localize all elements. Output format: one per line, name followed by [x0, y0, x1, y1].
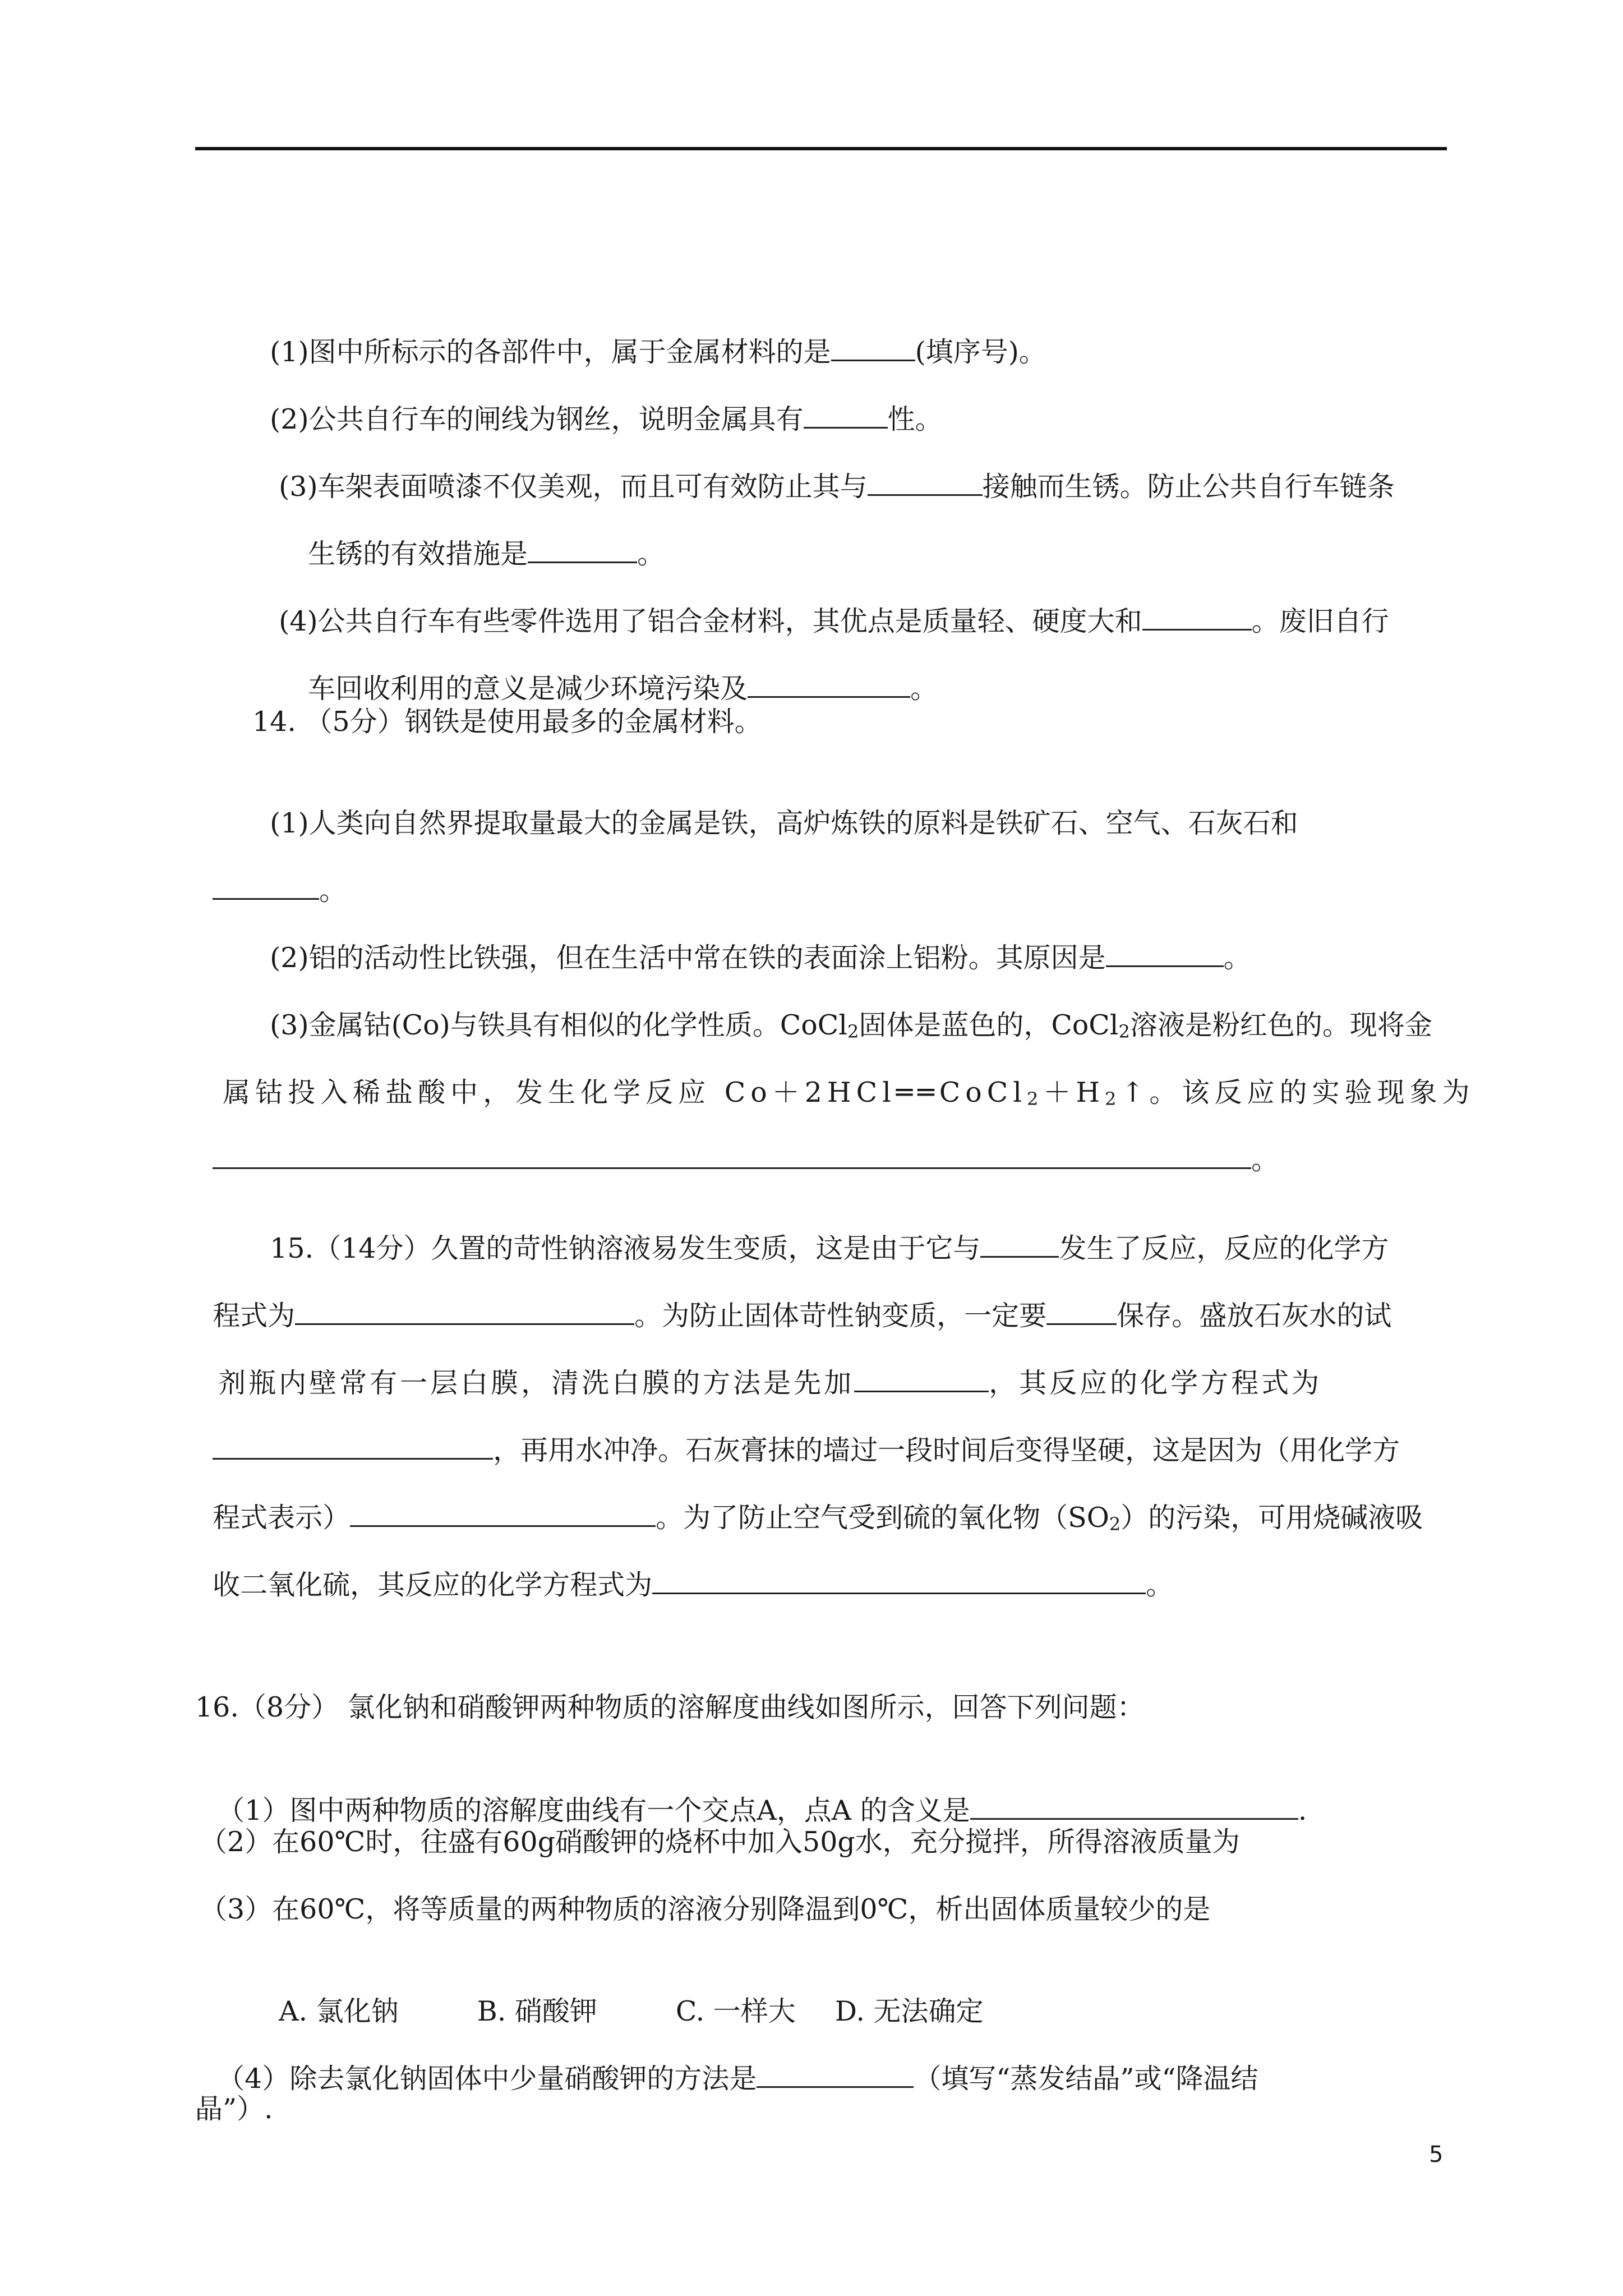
q14-blank-3 [213, 1145, 1251, 1169]
q15-text-2b: 。为防止固体苛性钠变质，一定要 [634, 1300, 1047, 1332]
q15-line5 [195, 1464, 1423, 1536]
q14-part3-text-a: (3)金属钴(Co)与铁具有相似的化学性质。CoCl [270, 1009, 847, 1041]
q15-text-6b: 。 [1146, 1569, 1174, 1601]
q15-text-1b: 发生了反应，反应的化学方 [1059, 1232, 1389, 1264]
subscript: 2 [1118, 1021, 1130, 1042]
q15-text-4: ，再用水冲净。石灰膏抹的墙过一段时间后变得坚硬，这是因为（用化学方 [493, 1434, 1400, 1466]
q15-text-3: 剂瓶内壁常有一层白膜，清洗白膜的方法是先加 [218, 1367, 855, 1399]
q15-text-5: 程式表示） [213, 1502, 351, 1534]
q14-part2 [252, 904, 1251, 976]
q15-text-1: 15.（14分）久置的苛性钠溶液易发生变质，这是由于它与 [270, 1232, 981, 1264]
q15-line6 [195, 1531, 1173, 1603]
subscript: 2 [1109, 1513, 1121, 1535]
subscript: 2 [1026, 1088, 1044, 1110]
q16-option-a: A. 氯化钠 [279, 1995, 399, 2027]
q16-part1-end: . [1298, 1795, 1307, 1826]
subscript: 2 [847, 1021, 859, 1042]
q14-part1-end: 。 [319, 875, 347, 907]
q14-part1-line1 [252, 770, 1448, 841]
q13-part3-end: 。 [637, 538, 665, 570]
q16-part4-text: （4）除去氯化钠固体中少量硝酸钾的方法是 [217, 2063, 757, 2095]
q15-blank-3 [1046, 1301, 1117, 1325]
q16-option-b: B. 硝酸钾 [477, 1995, 597, 2027]
subscript: 2 [1105, 1088, 1122, 1110]
q13-blank-4 [528, 539, 637, 563]
q13-part4-text: (4)公共自行车有些零件选用了铝合金材料，其优点是质量轻、硬度大和 [279, 605, 1142, 637]
header-rule [195, 147, 1447, 150]
q14-title: 14. （5分）钢铁是使用最多的金属材料。 [252, 706, 762, 738]
q13-blank-6 [748, 674, 910, 698]
q16-options [261, 1958, 983, 2030]
q13-part4-line1 [261, 568, 1389, 639]
q14-part3-line1 [252, 972, 1432, 1043]
q15-text-5c: ）的污染，可用烧碱液吸 [1121, 1502, 1423, 1534]
q13-part4-line2 [291, 635, 938, 707]
q14-part3-end: 。 [1251, 1144, 1279, 1176]
q13-blank-2 [804, 404, 888, 429]
q16-part4-suffix: （填写“蒸发结晶”或“降温结 [914, 2063, 1258, 2095]
q15-blank-1 [980, 1234, 1059, 1258]
q13-part3-suffix: 接触而生锈。防止公共自行车链条 [982, 471, 1395, 503]
q15-line3 [195, 1329, 1322, 1401]
q13-part2-text: (2)公共自行车的闸线为钢丝，说明金属具有 [270, 403, 804, 435]
q16-part2: （2）在60℃时，往盛有60g硝酸钾的烧杯中加入50g水，充分搅拌，所得溶液质量为 [200, 1826, 1240, 1858]
q14-part2-end: 。 [1223, 942, 1251, 974]
q13-part3-line2 [291, 500, 665, 572]
q14-part3-text-b: 固体是蓝色的，CoCl [859, 1009, 1119, 1041]
q14-part3-line3 [195, 1106, 1279, 1178]
q15-blank-6 [350, 1503, 656, 1527]
q13-part3-text: (3)车架表面喷漆不仅美观，而且可有效防止其与 [279, 471, 868, 503]
q15-blank-5 [213, 1435, 493, 1460]
q15-text-2c: 保存。盛放石灰水的试 [1117, 1300, 1392, 1332]
q16-blank-1 [970, 1796, 1298, 1820]
q13-part2 [252, 366, 943, 438]
q14-part1-text: (1)人类向自然界提取量最大的金属是铁，高炉炼铁的原料是铁矿石、空气、石灰石和 [270, 807, 1298, 839]
q14-part3-equation: 属钴投入稀盐酸中，发生化学反应 Co＋2HCl══CoCl [223, 1076, 1027, 1108]
q15-text-3b: ，其反应的化学方程式为 [989, 1367, 1322, 1399]
q13-part1-suffix: (填序号)。 [915, 336, 1046, 368]
q15-text-6: 收二氧化硫，其反应的化学方程式为 [213, 1569, 653, 1601]
q15-line4 [195, 1397, 1400, 1469]
q15-text-2: 程式为 [213, 1300, 296, 1332]
q14-part3-text-c: 溶液是粉红色的。现将金 [1129, 1009, 1432, 1041]
q13-blank-5 [1142, 606, 1252, 631]
q13-part4-end: 。 [910, 673, 938, 705]
q15-line2 [195, 1262, 1391, 1334]
q16-part1-text: （1）图中两种物质的溶解度曲线有一个交点A，点A 的含义是 [217, 1795, 970, 1826]
q14-part1-line2 [195, 837, 347, 909]
q16-blank-2 [757, 2064, 914, 2088]
q15-line1 [252, 1195, 1389, 1267]
q13-part4-suffix: 。废旧自行 [1251, 605, 1389, 637]
q15-text-5b: 。为了防止空气受到硫的氧化物（SO [656, 1502, 1109, 1534]
q14-blank-2 [1106, 943, 1224, 967]
q15-blank-2 [295, 1301, 634, 1325]
q16-option-d: D. 无法确定 [834, 1995, 984, 2027]
q14-part3-prompt: ↑。该反应的实验现象为 [1121, 1076, 1475, 1108]
q13-part2-suffix: 性。 [887, 403, 943, 435]
q14-part3-equation-b: ＋H [1043, 1076, 1105, 1108]
q13-part1 [252, 298, 1046, 370]
q13-part3-line1 [261, 433, 1395, 505]
q14-blank-1 [213, 876, 319, 900]
q16-part1 [200, 1757, 1307, 1829]
q16-option-c: C. 一样大 [675, 1995, 796, 2027]
q13-part3-cont: 生锈的有效措施是 [308, 538, 528, 570]
q13-blank-1 [831, 337, 915, 361]
page-number: 5 [1429, 2142, 1444, 2168]
q13-part1-text: (1)图中所标示的各部件中，属于金属材料的是 [270, 336, 831, 368]
q15-blank-4 [854, 1368, 989, 1392]
q16-part3: （3）在60℃，将等质量的两种物质的溶液分别降温到0℃，析出固体质量较少的是 [200, 1893, 1211, 1925]
q14-part3-line2 [195, 1039, 1474, 1111]
q15-blank-7 [652, 1570, 1146, 1594]
q16-part4-line2: 晶”）. [195, 2093, 273, 2125]
q16-part4-line1 [200, 2025, 1258, 2097]
q14-part2-text: (2)铝的活动性比铁强，但在生活中常在铁的表面涂上铝粉。其原因是 [270, 942, 1106, 974]
q13-blank-3 [868, 472, 983, 496]
q16-title: 16.（8分） 氯化钠和硝酸钾两种物质的溶解度曲线如图所示，回答下列问题： [195, 1691, 1145, 1723]
q13-part4-cont: 车回收利用的意义是减少环境污染及 [308, 673, 748, 705]
